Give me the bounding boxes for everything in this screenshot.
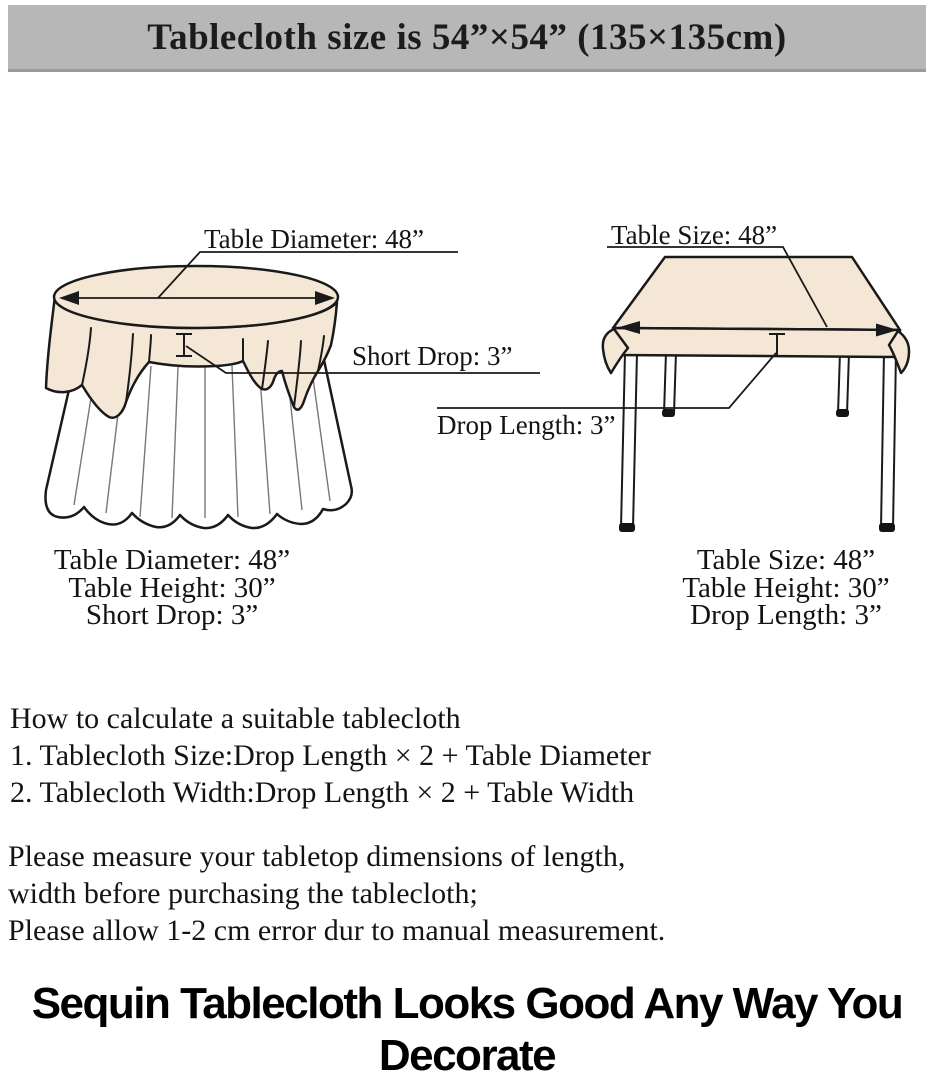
headline-line: Sequin Tablecloth Looks Good Any Way You <box>31 979 903 1028</box>
rect-table-diagram <box>603 257 909 532</box>
table-leg-back-right <box>838 352 849 414</box>
note-line: Please allow 1-2 cm error dur to manual measurement. <box>8 914 666 947</box>
leg-foot <box>836 409 849 417</box>
round-table-stats <box>14 544 330 631</box>
table-leg-back-left <box>664 352 676 414</box>
note-line: Please measure your tabletop dimensions of length, <box>8 840 626 873</box>
leg-foot <box>879 523 895 532</box>
table-leg-front-right <box>881 352 896 528</box>
label-drop-length: Drop Length: 3” <box>437 410 616 440</box>
stat-line: Table Height: 30” <box>682 571 890 604</box>
rect-cloth-front-skirt <box>613 328 900 357</box>
round-table-diagram <box>46 266 352 528</box>
leg-foot <box>662 409 675 417</box>
rect-tabletop-cloth <box>613 257 900 330</box>
stat-line: Table Diameter: 48” <box>53 544 291 576</box>
how-to-title: How to calculate a suitable tablecloth <box>10 702 461 735</box>
how-to-item: 2. Tablecloth Width:Drop Length × 2 + Table Width <box>10 776 635 809</box>
headline-line: Decorate <box>378 1031 556 1078</box>
footer-headline <box>0 978 934 1078</box>
how-to-section <box>10 700 651 811</box>
stat-line: Table Height: 30” <box>68 571 276 604</box>
stat-line: Drop Length: 3” <box>690 599 882 631</box>
leg-foot <box>619 523 635 532</box>
label-table-size: Table Size: 48” <box>611 220 778 250</box>
note-line: width before purchasing the tablecloth; <box>8 877 478 910</box>
rect-table-stats <box>628 544 934 631</box>
label-table-diameter: Table Diameter: 48” <box>204 224 425 254</box>
how-to-item: 1. Tablecloth Size:Drop Length × 2 + Table Diameter <box>10 739 651 772</box>
banner-title: Tablecloth size is 54”×54” (135×135cm) <box>147 16 787 58</box>
measurement-notes <box>8 838 665 949</box>
stat-line: Short Drop: 3” <box>85 599 259 631</box>
label-short-drop: Short Drop: 3” <box>352 341 513 371</box>
round-tabletop <box>54 266 338 328</box>
table-leg-front-left <box>621 352 637 528</box>
stat-line: Table Size: 48” <box>696 544 876 576</box>
